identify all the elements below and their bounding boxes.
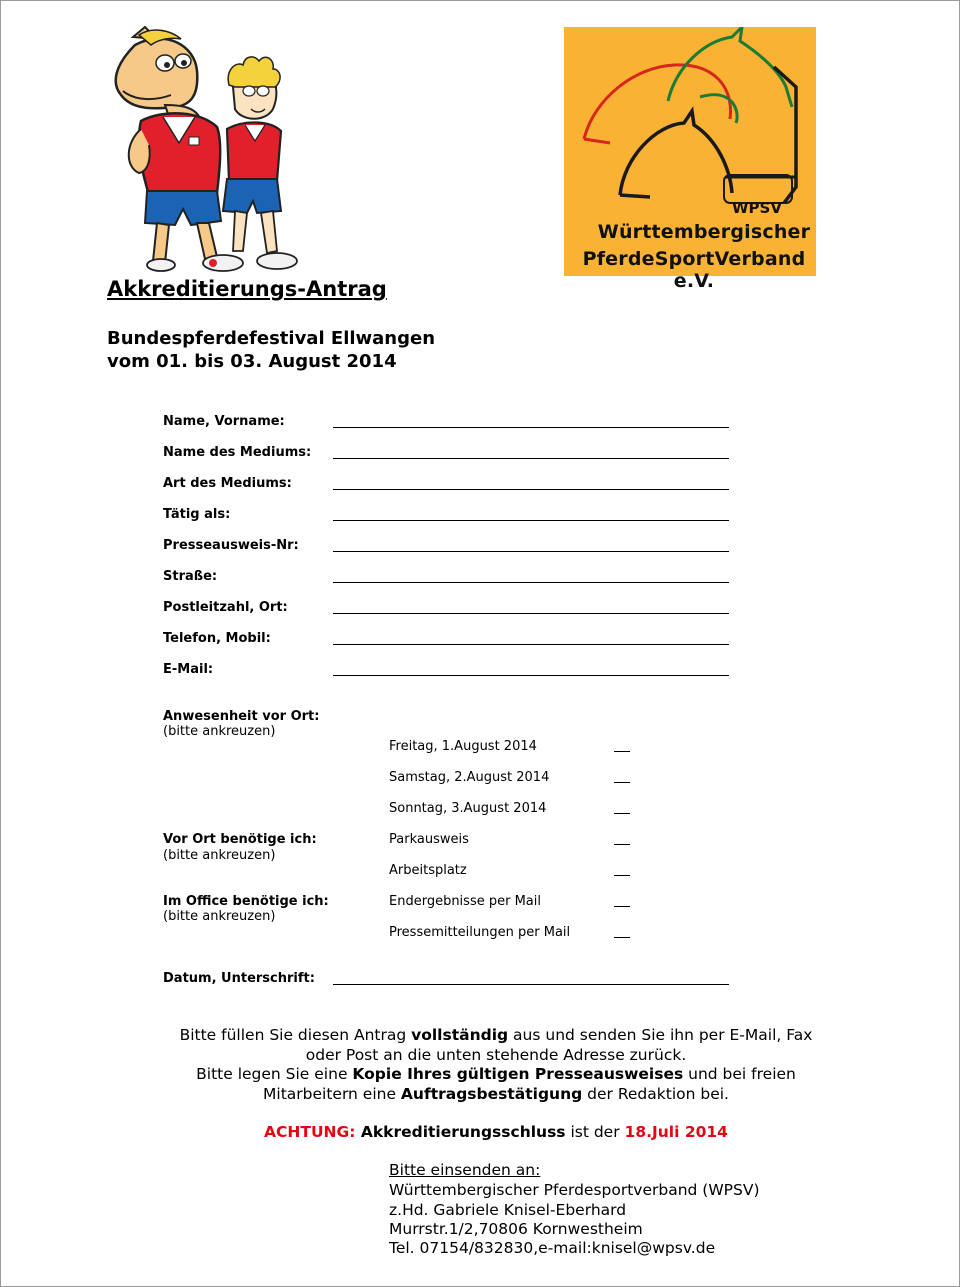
option-saturday: Samstag, 2.August 2014 — [389, 770, 550, 785]
checkbox-press-mail[interactable] — [614, 937, 630, 938]
field-label-medium-name: Name des Mediums: — [163, 445, 312, 460]
office-hint: (bitte ankreuzen) — [163, 909, 276, 924]
field-label-city: Postleitzahl, Ort: — [163, 600, 288, 615]
deadline-notice: ACHTUNG: Akkreditierungsschluss ist der 18.Juli 2014 — [264, 1123, 728, 1141]
field-line-medium-name[interactable] — [333, 458, 729, 459]
instruction-line-3: Bitte legen Sie eine Kopie Ihres gültigen Presseausweises und bei freien — [196, 1065, 796, 1083]
page-title: Akkreditierungs-Antrag — [107, 277, 387, 301]
field-line-phone[interactable] — [333, 644, 729, 645]
field-label-street: Straße: — [163, 569, 218, 584]
field-line-name[interactable] — [333, 427, 729, 428]
instruction-line-2: oder Post an die unten stehende Adresse zurück. — [305, 1046, 687, 1064]
instruction-line-1: Bitte füllen Sie diesen Antrag vollständig aus und senden Sie ihn per E-Mail, Fax — [179, 1026, 813, 1044]
field-label-press-id: Presseausweis-Nr: — [163, 538, 299, 553]
field-label-phone: Telefon, Mobil: — [163, 631, 271, 646]
signature-label: Datum, Unterschrift: — [163, 971, 315, 986]
logo-line-1: Württembergischer — [597, 221, 811, 243]
field-label-name: Name, Vorname: — [163, 414, 285, 429]
onsite-hint: (bitte ankreuzen) — [163, 848, 276, 863]
field-line-street[interactable] — [333, 582, 729, 583]
logo-abbreviation: WPSV — [732, 199, 782, 217]
checkbox-workplace[interactable] — [614, 875, 630, 876]
signature-line[interactable] — [333, 984, 729, 985]
checkbox-sunday[interactable] — [614, 813, 630, 814]
mascot-illustration — [105, 25, 301, 277]
option-workplace: Arbeitsplatz — [389, 863, 467, 878]
attendance-label: Anwesenheit vor Ort: — [163, 709, 320, 724]
field-line-city[interactable] — [333, 613, 729, 614]
address-heading: Bitte einsenden an: — [389, 1161, 541, 1179]
field-label-role: Tätig als: — [163, 507, 231, 522]
option-press-mail: Pressemitteilungen per Mail — [389, 925, 571, 940]
wpsv-logo — [564, 27, 816, 292]
logo-line-2: PferdeSportVerband e.V. — [582, 248, 806, 292]
address-line-3: Murrstr.1/2,70806 Kornwestheim — [389, 1220, 643, 1238]
checkbox-results-mail[interactable] — [614, 906, 630, 907]
event-name: Bundespferdefestival Ellwangen — [107, 328, 436, 349]
field-line-press-id[interactable] — [333, 551, 729, 552]
onsite-label: Vor Ort benötige ich: — [163, 832, 317, 847]
event-dates: vom 01. bis 03. August 2014 — [107, 351, 397, 372]
instruction-line-4: Mitarbeitern eine Auftragsbestätigung der Redaktion bei. — [263, 1085, 729, 1103]
option-friday: Freitag, 1.August 2014 — [389, 739, 537, 754]
field-label-email: E-Mail: — [163, 662, 214, 677]
office-label: Im Office benötige ich: — [163, 894, 329, 909]
option-sunday: Sonntag, 3.August 2014 — [389, 801, 547, 816]
option-parking: Parkausweis — [389, 832, 469, 847]
checkbox-saturday[interactable] — [614, 782, 630, 783]
checkbox-parking[interactable] — [614, 844, 630, 845]
field-label-medium-type: Art des Mediums: — [163, 476, 292, 491]
checkbox-friday[interactable] — [614, 751, 630, 752]
address-line-1: Württembergischer Pferdesportverband (WPSV) — [389, 1181, 760, 1199]
address-line-2: z.Hd. Gabriele Knisel-Eberhard — [389, 1201, 627, 1219]
field-line-email[interactable] — [333, 675, 729, 676]
option-results-mail: Endergebnisse per Mail — [389, 894, 541, 909]
field-line-medium-type[interactable] — [333, 489, 729, 490]
address-line-4: Tel. 07154/832830,e-mail:knisel@wpsv.de — [389, 1239, 716, 1257]
field-line-role[interactable] — [333, 520, 729, 521]
attendance-hint: (bitte ankreuzen) — [163, 724, 276, 739]
